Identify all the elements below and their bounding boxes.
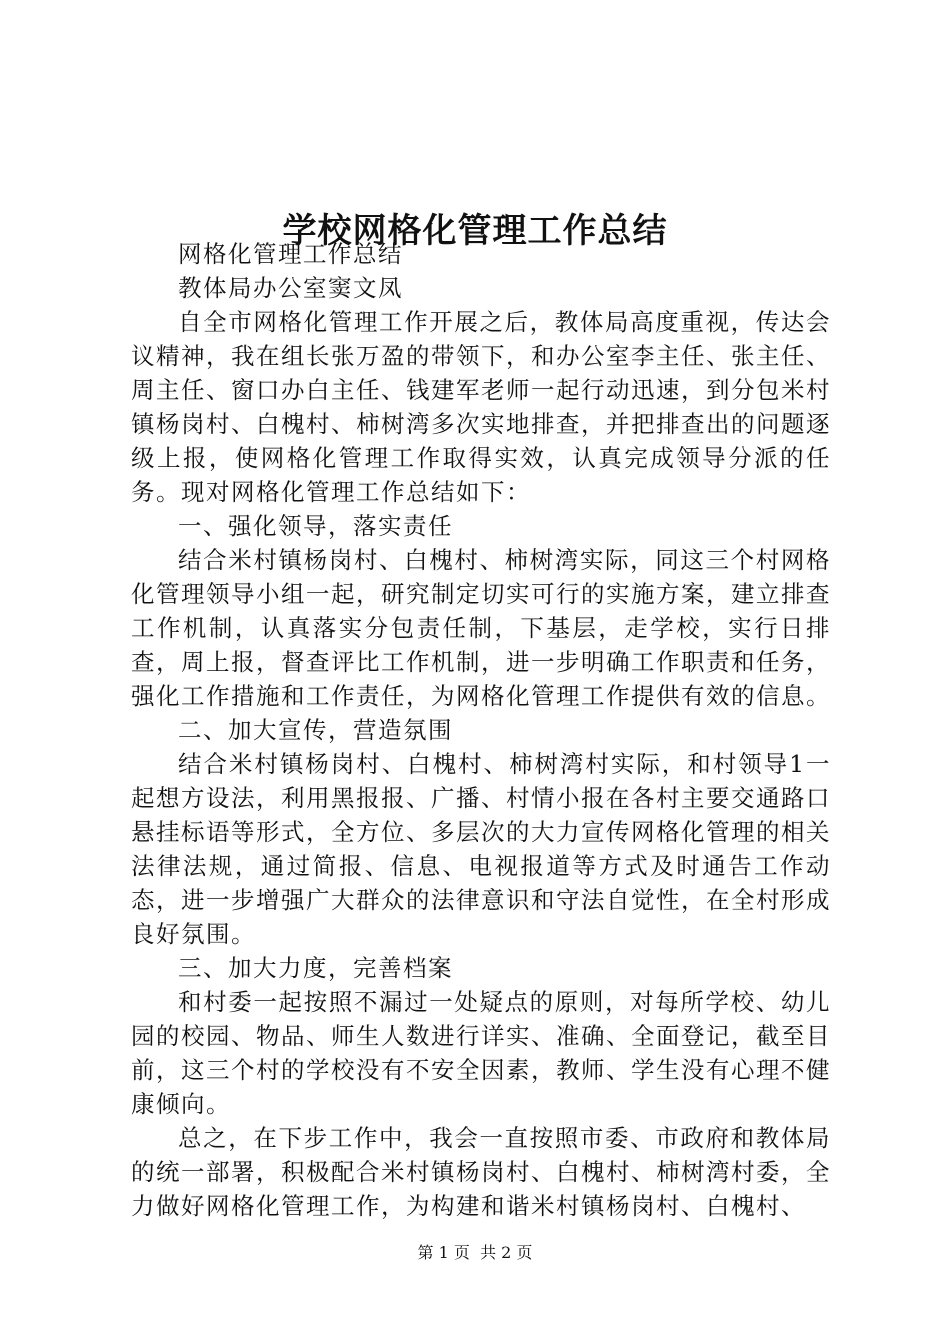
document-title: 学校网格化管理工作总结: [282, 210, 668, 251]
author-paragraph: 教体局办公室窦文凤: [178, 274, 403, 302]
section-heading-1: 一、强化领导，落实责任: [178, 512, 453, 540]
document-body: [131, 237, 831, 1223]
section-paragraph-1: 结合米村镇杨岗村、白槐村、柿树湾实际，同这三个村网格化管理领导小组一起，研究制定切实可行的实施方案，建立排查工作机制，认真落实分包责任制，下基层，走学校，实行日排查，周上报，督查评比工作机制，进一步明确工作职责和任务，强化工作措施和工作责任，为网格化管理工作提供有效的信息。: [131, 546, 831, 710]
section-paragraph-3: 和村委一起按照不漏过一处疑点的原则，对每所学校、幼儿园的校园、物品、师生人数进行详实、准确、全面登记，截至目前，这三个村的学校没有不安全因素，教师、学生没有心理不健康倾向。: [131, 988, 831, 1118]
intro-paragraph: 自全市网格化管理工作开展之后，教体局高度重视，传达会议精神，我在组长张万盈的带领下，和办公室李主任、张主任、周主任、窗口办白主任、钱建军老师一起行动迅速，到分包米村镇杨岗村、白槐村、柿树湾多次实地排查，并把排查出的问题逐级上报，使网格化管理工作取得实效，认真完成领导分派的任务。现对网格化管理工作总结如下：: [131, 308, 831, 506]
subtitle-paragraph: 网格化管理工作总结: [178, 240, 403, 268]
section-paragraph-2: 结合米村镇杨岗村、白槐村、柿树湾村实际，和村领导1一起想方设法，利用黑报报、广播、村情小报在各村主要交通路口悬挂标语等形式，全方位、多层次的大力宣传网格化管理的相关法律法规，通过简报、信息、电视报道等方式及时通告工作动态，进一步增强广大群众的法律意识和守法自觉性，在全村形成良好氛围。: [131, 750, 831, 948]
section-heading-2: 二、加大宣传，营造氛围: [178, 716, 453, 744]
page-footer: [0, 1242, 950, 1264]
section-heading-3: 三、加大力度，完善档案: [178, 954, 453, 982]
page-number-label: 第 1 页 共 2 页: [417, 1243, 533, 1262]
conclusion-paragraph: 总之，在下步工作中，我会一直按照市委、市政府和教体局的统一部署，积极配合米村镇杨岗村、白槐村、柿树湾村委，全力做好网格化管理工作，为构建和谐米村镇杨岗村、白槐村、: [131, 1124, 831, 1220]
